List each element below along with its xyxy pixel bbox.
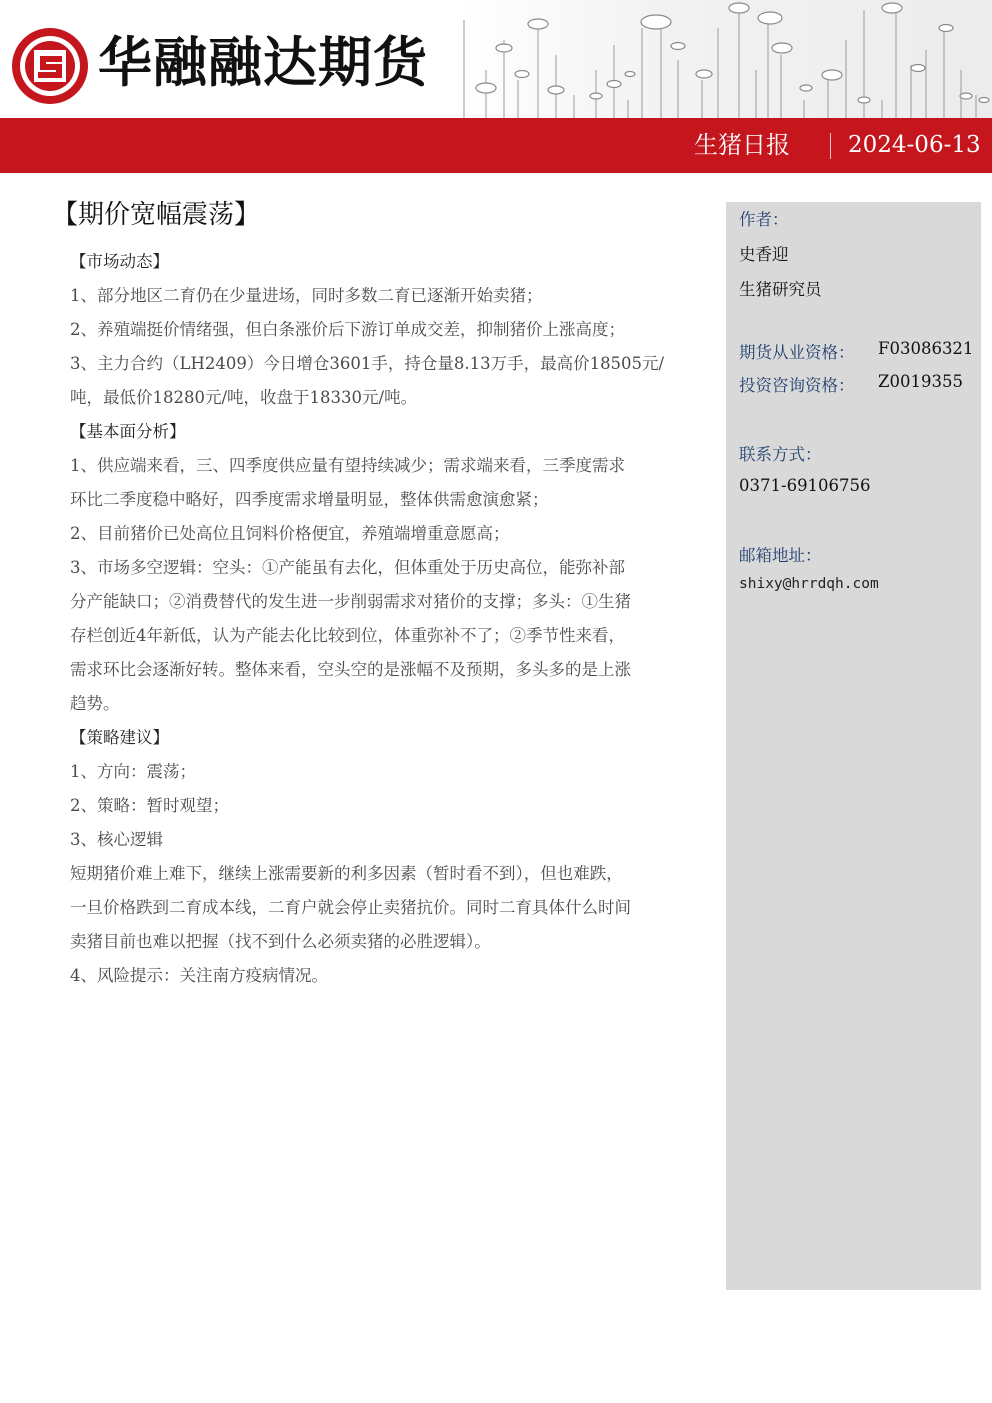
- strategy-line-6: 卖猪目前也难以把握（找不到什么必须卖猪的必胜逻辑）。: [70, 932, 491, 951]
- report-title: 【期价宽幅震荡】: [52, 200, 261, 230]
- market-line-1: 1、部分地区二育仍在少量进场，同时多数二育已逐渐开始卖猪；: [70, 286, 543, 305]
- section-heading-fundamental: 【基本面分析】: [70, 422, 186, 441]
- header-red-bar: [0, 118, 992, 173]
- decorative-circles: [456, 0, 992, 118]
- fundamental-line-3: 2、目前猪价已处高位且饲料价格便宜，养殖端增重意愿高；: [70, 524, 510, 543]
- fundamental-line-1: 1、供应端来看，三、四季度供应量有望持续减少；需求端来看，三季度需求: [70, 456, 625, 475]
- report-type: 生猪日报: [694, 131, 790, 159]
- consult-qualification-value: Z0019355: [878, 372, 963, 391]
- contact-phone: 0371-69106756: [739, 476, 871, 495]
- contact-label: 联系方式：: [739, 445, 822, 464]
- strategy-line-3: 3、核心逻辑: [70, 830, 163, 849]
- futures-qualification-value: F03086321: [878, 339, 974, 358]
- market-line-4: 吨，最低价18280元/吨，收盘于18330元/吨。: [70, 388, 418, 407]
- fundamental-line-7: 需求环比会逐渐好转。整体来看，空头空的是涨幅不及预期，多头多的是上涨: [70, 660, 631, 679]
- strategy-line-4: 短期猪价难上难下，继续上涨需要新的利多因素（暂时看不到），但也难跌，: [70, 864, 623, 883]
- strategy-line-7: 4、风险提示：关注南方疫病情况。: [70, 966, 328, 985]
- report-date: 2024-06-13: [848, 132, 981, 158]
- fundamental-line-6: 存栏创近4年新低，认为产能去化比较到位，体重弥补不了；②季节性来看，: [70, 626, 625, 645]
- header-divider: [830, 133, 831, 159]
- email-address[interactable]: shixy@hrrdqh.com: [739, 576, 879, 592]
- fundamental-line-2: 环比二季度稳中略好，四季度需求增量明显，整体供需愈演愈紧；: [70, 490, 549, 509]
- section-heading-market: 【市场动态】: [70, 252, 169, 271]
- market-line-2: 2、养殖端挺价情绪强，但白条涨价后下游订单成交差，抑制猪价上涨高度；: [70, 320, 625, 339]
- company-name: 华融融达期货: [98, 31, 428, 94]
- strategy-line-5: 一旦价格跌到二育成本线，二育户就会停止卖猪抗价。同时二育具体什么时间: [70, 898, 631, 917]
- report-body: [70, 245, 718, 993]
- strategy-line-1: 1、方向：震荡；: [70, 762, 196, 781]
- fundamental-line-5: 分产能缺口；②消费替代的发生进一步削弱需求对猪价的支撑；多头：①生猪: [70, 592, 631, 611]
- author-sidebar: [726, 202, 981, 1290]
- consult-qualification-label: 投资咨询资格：: [739, 376, 855, 395]
- fundamental-line-4: 3、市场多空逻辑：空头：①产能虽有去化，但体重处于历史高位，能弥补部: [70, 558, 625, 577]
- author-name: 史香迎: [739, 245, 789, 264]
- section-heading-strategy: 【策略建议】: [70, 728, 169, 747]
- author-title: 生猪研究员: [739, 280, 822, 299]
- decorative-header-graphic: [456, 0, 992, 118]
- fundamental-line-8: 趋势。: [70, 694, 120, 713]
- email-label: 邮箱地址：: [739, 546, 822, 565]
- futures-qualification-label: 期货从业资格：: [739, 343, 855, 362]
- author-label: 作者：: [739, 210, 789, 229]
- market-line-3: 3、主力合约（LH2409）今日增仓3601手，持仓量8.13万手，最高价18505元/: [70, 354, 665, 373]
- strategy-line-2: 2、策略：暂时观望；: [70, 796, 229, 815]
- company-logo-icon: [10, 26, 90, 106]
